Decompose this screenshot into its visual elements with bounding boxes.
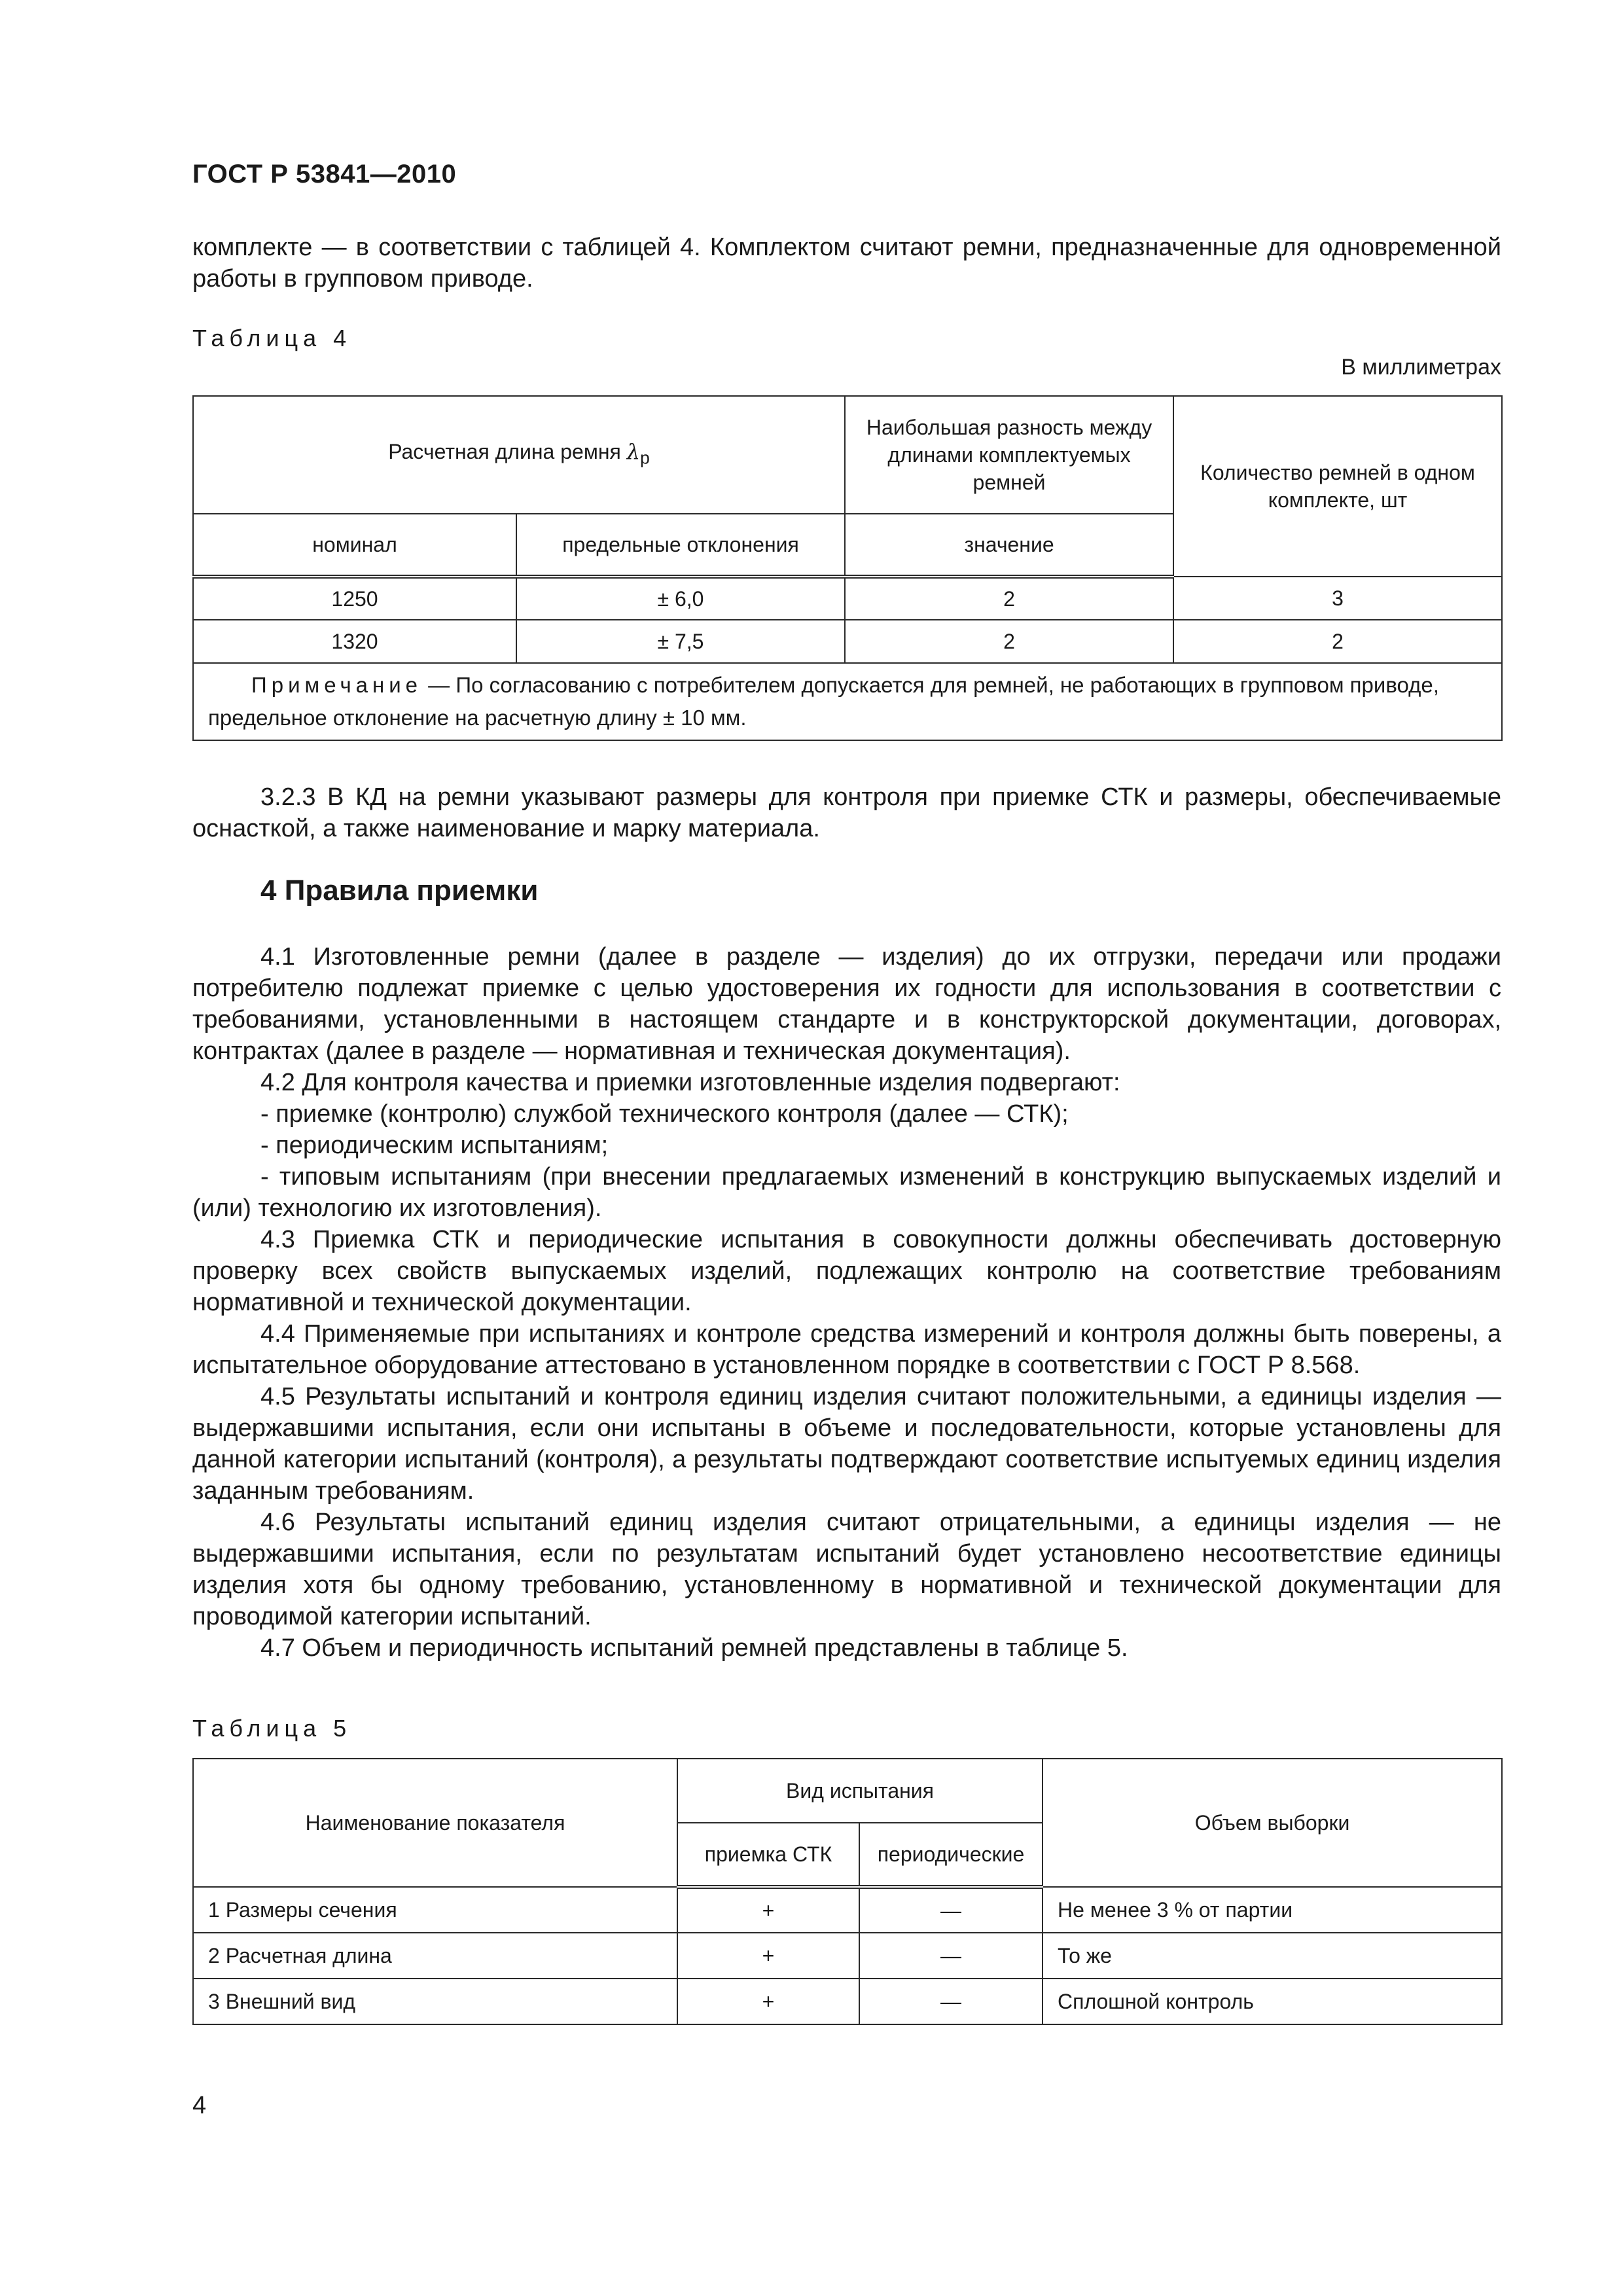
table5 xyxy=(192,1758,1503,2025)
table5-header-name: Наименование показателя xyxy=(193,1759,677,1887)
paragraph: 4.6 Результаты испытаний единиц изделия считают отрицательными, а единицы изделия — не выдержавшими испытания, если по результатам испытаний будет установлено несоответствие единицы изделия хотя бы одному требованию, установленному в нормативной и технической документации для проводимой категории испытаний. xyxy=(192,1509,1501,1630)
table-cell: Не менее 3 % от партии xyxy=(1043,1887,1502,1933)
table-row xyxy=(193,620,1502,663)
table4-caption: Таблица 4 xyxy=(192,325,352,351)
paragraph: 4.4 Применяемые при испытаниях и контроле средства измерений и контроля должны быть поверены, а испытательное оборудование аттестовано в установленном порядке в соответствии с ГОСТ Р 8.568. xyxy=(192,1320,1501,1379)
note-text: — По согласованию с потребителем допускается для ремней, не работающих в групповом приводе, предельное отклонение на расчетную длину ± 10 мм. xyxy=(208,673,1439,730)
intro-paragraph: комплекте — в соответствии с таблицей 4. Комплектом считают ремни, предназначенные для одновременной работы в групповом приводе. xyxy=(192,234,1501,293)
paragraph-3-2-3: 3.2.3 В КД на ремни указывают размеры для контроля при приемке СТК и размеры, обеспечиваемые оснасткой, а также наименование и марку материала. xyxy=(192,783,1501,842)
table5-header-sample: Объем выборки xyxy=(1043,1759,1502,1887)
lambda-subscript: р xyxy=(640,448,650,468)
table-cell: 2 Расчетная длина xyxy=(193,1933,677,1979)
table5-header-periodic: периодические xyxy=(859,1823,1043,1887)
table-cell: + xyxy=(677,1979,859,2024)
table-cell: — xyxy=(859,1933,1043,1979)
table-cell: + xyxy=(677,1933,859,1979)
paragraph: 4.3 Приемка СТК и периодические испытания в совокупности должны обеспечивать достоверную проверку всех свойств выпускаемых изделий, подлежащих контролю на соответствие требованиям нормативной и технической документации. xyxy=(192,1226,1501,1316)
table-cell: 2 xyxy=(1173,620,1502,663)
table5-header-acceptance: приемка СТК xyxy=(677,1823,859,1887)
page-number: 4 xyxy=(192,2092,207,2119)
paragraph: 4.2 Для контроля качества и приемки изготовленные изделия подвергают: xyxy=(260,1069,1120,1096)
table-cell: + xyxy=(677,1887,859,1933)
section-4-title: 4 Правила приемки xyxy=(260,874,539,906)
paragraph: 4.5 Результаты испытаний и контроля единиц изделия считают положительными, а единицы изделия — выдержавшими испытания, если они испытаны в объеме и последовательности, которые установлены для данной категории испытаний (контроля), а результаты подтверждают соответствие испытуемых единиц изделия заданным требованиям. xyxy=(192,1383,1501,1505)
list-item: - периодическим испытаниям; xyxy=(260,1132,609,1159)
table-row xyxy=(193,1933,1502,1979)
table4-note xyxy=(193,663,1502,740)
table-cell: То же xyxy=(1043,1933,1502,1979)
table-cell: 2 xyxy=(845,620,1173,663)
table-cell: ± 6,0 xyxy=(516,577,845,620)
table4-header-length xyxy=(193,396,845,514)
document-code: ГОСТ Р 53841—2010 xyxy=(192,160,457,188)
table4 xyxy=(192,395,1503,741)
section-4-body xyxy=(192,941,1501,1664)
lambda-symbol: λ xyxy=(626,439,640,465)
table5-header-test-type: Вид испытания xyxy=(677,1759,1043,1823)
table4-header-deviation: предельные отклонения xyxy=(516,514,845,577)
table-cell: — xyxy=(859,1979,1043,2024)
table-row xyxy=(193,1979,1502,2024)
table-cell: 1 Размеры сечения xyxy=(193,1887,677,1933)
table4-header-count: Количество ремней в одном комплекте, шт xyxy=(1173,396,1502,577)
table4-units: В миллиметрах xyxy=(1341,355,1501,380)
table-row xyxy=(193,1887,1502,1933)
table-cell: 2 xyxy=(845,577,1173,620)
table-cell: ± 7,5 xyxy=(516,620,845,663)
list-item: - приемке (контролю) службой технического контроля (далее — СТК); xyxy=(260,1100,1069,1128)
table-cell: 3 Внешний вид xyxy=(193,1979,677,2024)
table-row xyxy=(193,577,1502,620)
table-cell: 1320 xyxy=(193,620,516,663)
note-label: Примечание xyxy=(251,673,423,697)
table-cell: — xyxy=(859,1887,1043,1933)
paragraph: 4.1 Изготовленные ремни (далее в разделе — изделия) до их отгрузки, передачи или продажи потребителю подлежат приемке с целью удостоверения их годности для использования в соответствии с требованиями, установленными в настоящем стандарте и в конструкторской документации, договорах, контрактах (далее в разделе — нормативная и техническая документация). xyxy=(192,943,1501,1065)
table-cell: 1250 xyxy=(193,577,516,620)
list-item: - типовым испытаниям (при внесении предлагаемых изменений в конструкцию выпускаемых изделий и (или) технологию их изготовления). xyxy=(192,1163,1501,1222)
paragraph: 4.7 Объем и периодичность испытаний ремней представлены в таблице 5. xyxy=(260,1634,1128,1662)
table-cell: 3 xyxy=(1173,577,1502,620)
table4-header-nominal: номинал xyxy=(193,514,516,577)
table4-header-value: значение xyxy=(845,514,1173,577)
table-cell: Сплошной контроль xyxy=(1043,1979,1502,2024)
table4-header-length-label: Расчетная длина ремня xyxy=(388,440,627,464)
table5-caption: Таблица 5 xyxy=(192,1715,352,1742)
table4-header-max-diff: Наибольшая разность между длинами комплектуемых ремней xyxy=(845,396,1173,514)
